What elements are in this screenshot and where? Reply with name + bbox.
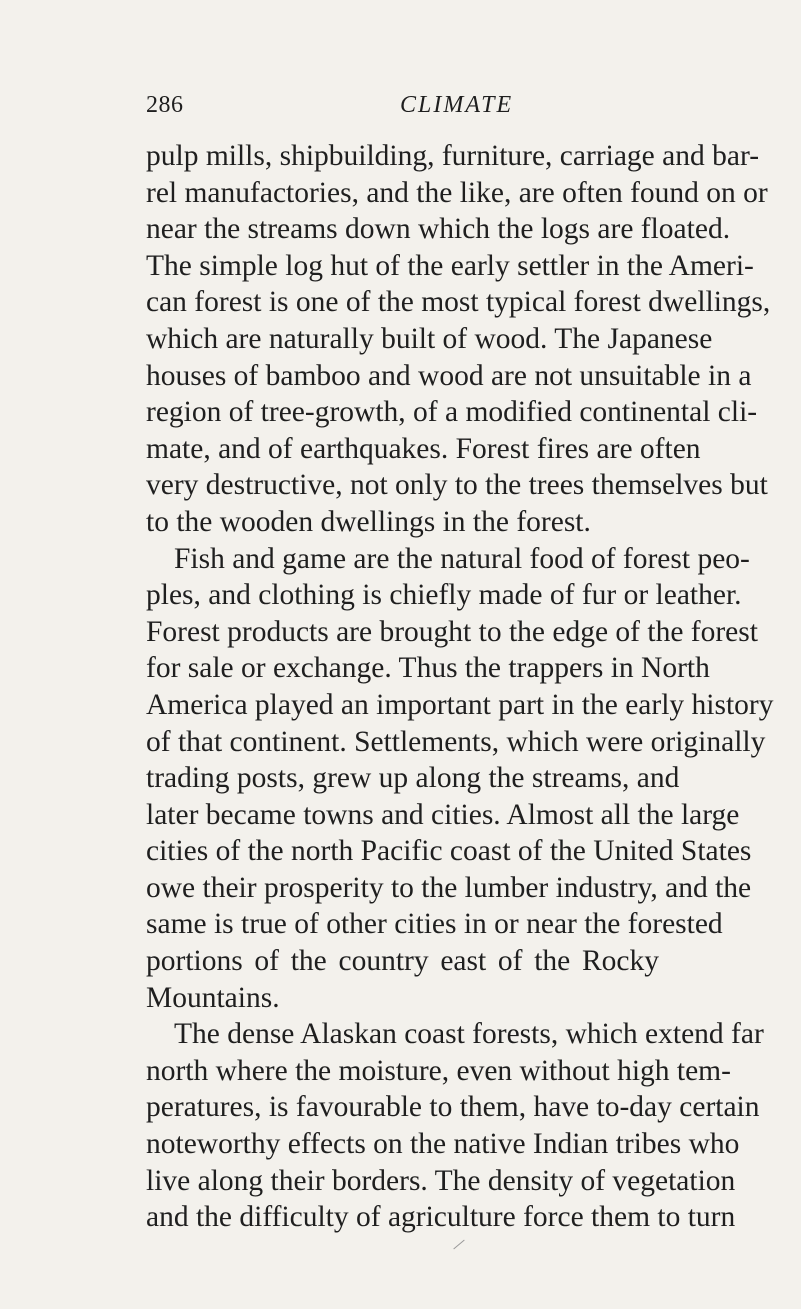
text-line: north where the moisture, even without high tem- <box>146 1054 731 1087</box>
text-line: Forest products are brought to the edge of the forest <box>146 615 758 648</box>
text-line: houses of bamboo and wood are not unsuitable in a <box>146 359 752 392</box>
text-line: live along their borders. The density of vegetation <box>146 1164 736 1197</box>
text-line: noteworthy effects on the native Indian tribes who <box>146 1128 740 1161</box>
text-line: very destructive, not only to the trees themselves but <box>146 469 768 502</box>
pencil-mark <box>453 1240 464 1250</box>
text-line: and the difficulty of agriculture force them to turn <box>146 1201 736 1234</box>
text-line: trading posts, grew up along the streams, and <box>146 762 680 795</box>
text-line: peratures, is favourable to them, have to-day certain <box>146 1091 760 1124</box>
text-line: cities of the north Pacific coast of the United States <box>146 835 752 868</box>
paragraph-start-line: The dense Alaskan coast forests, which extend far <box>174 1018 764 1051</box>
text-line: The simple log hut of the early settler in the Ameri- <box>146 249 754 282</box>
text-line: ples, and clothing is chiefly made of fur or leather. <box>146 579 742 612</box>
text-line: can forest is one of the most typical forest dwellings, <box>146 286 771 319</box>
text-line: pulp mills, shipbuilding, furniture, carriage and bar- <box>146 140 760 172</box>
text-line: near the streams down which the logs are floated. <box>146 213 731 246</box>
paragraph-start-line: Fish and game are the natural food of forest peo- <box>174 542 750 575</box>
text-line: rel manufactories, and the like, are often found on or <box>146 176 768 209</box>
text-line: region of tree-growth, of a modified continental cli- <box>146 396 758 429</box>
body-text <box>146 138 774 1236</box>
text-line: mate, and of earthquakes. Forest fires are often <box>146 432 701 465</box>
text-line: later became towns and cities. Almost all the large <box>146 798 740 831</box>
text-line: Mountains. <box>146 981 280 1014</box>
text-line: which are naturally built of wood. The Japanese <box>146 322 713 355</box>
page-number: 286 <box>146 92 184 118</box>
running-title: CLIMATE <box>400 92 514 118</box>
text-line: for sale or exchange. Thus the trappers in North <box>146 652 710 685</box>
text-line: owe their prosperity to the lumber industry, and the <box>146 871 752 904</box>
text-line: same is true of other cities in or near the forested <box>146 908 723 941</box>
text-line: portions of the country east of the Rocky <box>146 945 659 978</box>
text-line: America played an important part in the early history <box>146 688 774 721</box>
text-line: to the wooden dwellings in the forest. <box>146 505 591 538</box>
running-head <box>146 92 657 122</box>
text-line: of that continent. Settlements, which were originally <box>146 725 766 758</box>
